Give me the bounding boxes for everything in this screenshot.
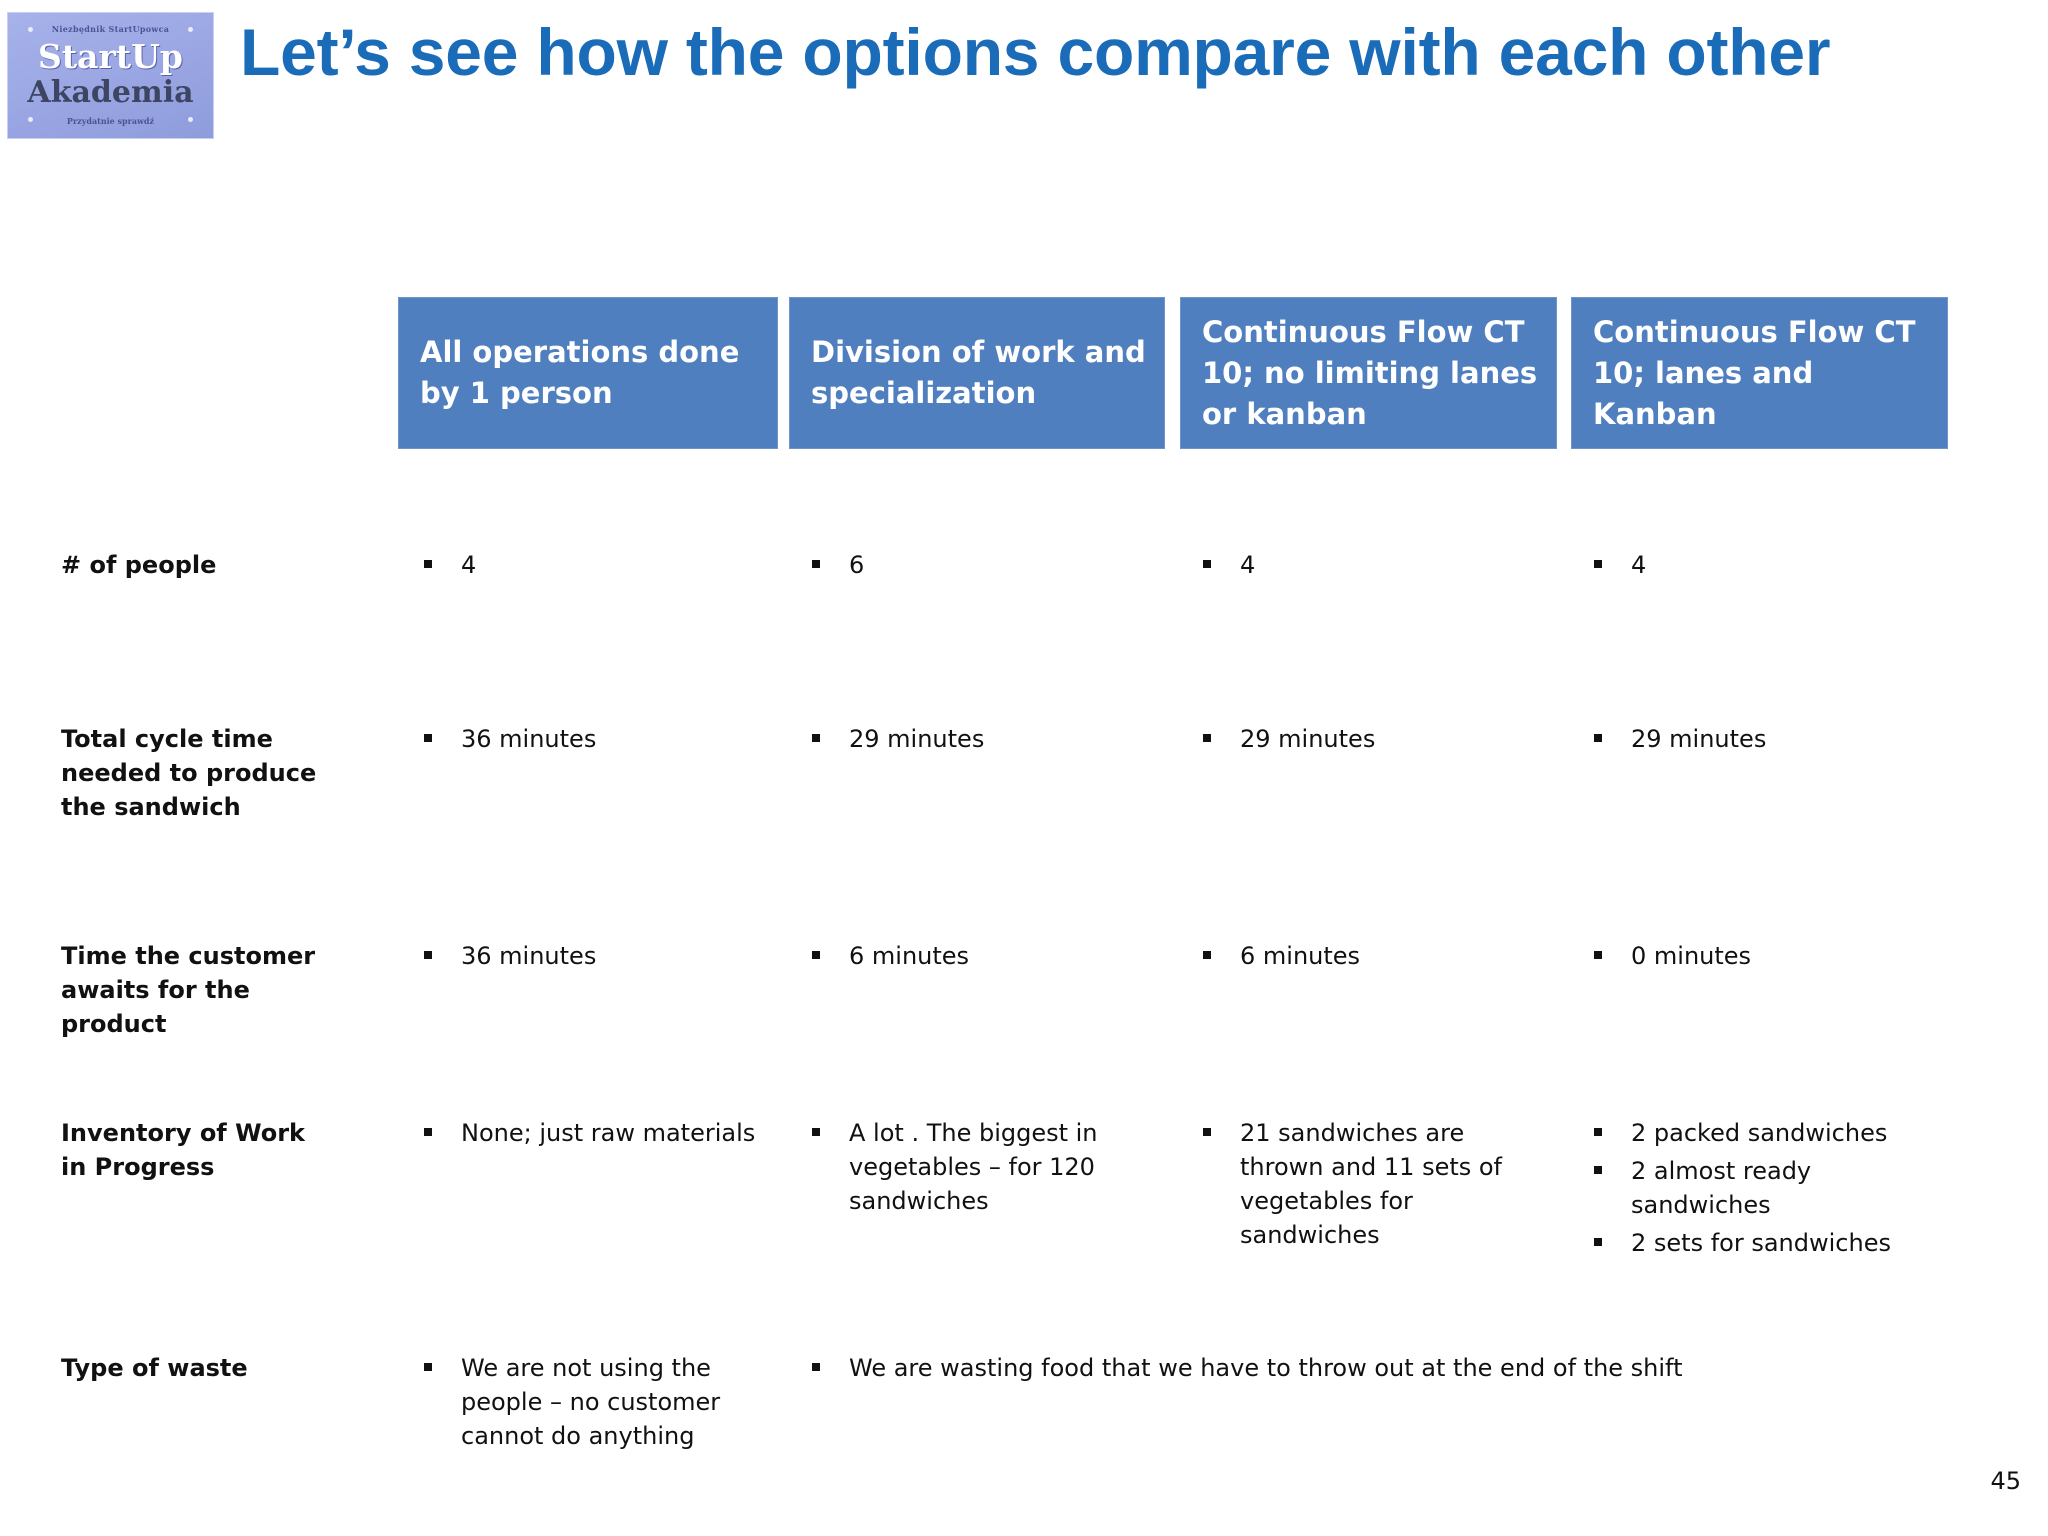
list-item: 29 minutes	[1203, 722, 1553, 756]
list-item: 21 sandwiches are thrown and 11 sets of vegetables for sandwiches	[1203, 1116, 1533, 1252]
cell-wait-col4	[1594, 939, 1944, 977]
row-label-people: # of people	[61, 551, 217, 579]
cell-wait-col3	[1203, 939, 1553, 977]
list-item: 2 packed sandwiches	[1594, 1116, 1934, 1150]
list-item: 36 minutes	[424, 939, 774, 973]
list-item: 0 minutes	[1594, 939, 1944, 973]
slide-title: Let’s see how the options compare with each other	[240, 15, 1831, 89]
row-label-customer-wait: Time the customer awaits for the product	[61, 942, 316, 1038]
column-header-one-person	[398, 297, 778, 449]
list-item: 6 minutes	[812, 939, 1162, 973]
cell-cycle-col4	[1594, 722, 1944, 760]
column-header-continuous-flow-kanban	[1571, 297, 1948, 449]
logo-line2: Akademia	[27, 75, 194, 110]
row-label-total-cycle-time: Total cycle time needed to produce the sandwich	[61, 725, 317, 821]
cell-inventory-col4	[1594, 1116, 1934, 1264]
list-item: We are wasting food that we have to throw out at the end of the shift	[812, 1351, 1932, 1385]
logo-line1: StartUp	[38, 37, 183, 76]
list-item: 4	[1203, 548, 1553, 582]
column-header-text: All operations done by 1 person	[420, 335, 740, 410]
column-header-text: Continuous Flow CT 10; no limiting lanes or kanban	[1202, 314, 1538, 431]
column-header-division-of-work	[789, 297, 1165, 449]
cell-people-col4	[1594, 548, 1944, 586]
column-header-text: Division of work and specialization	[811, 335, 1146, 410]
startup-akademia-logo	[8, 13, 213, 138]
list-item: We are not using the people – no customer cannot do anything	[424, 1351, 744, 1453]
list-item: 29 minutes	[1594, 722, 1944, 756]
list-item: None; just raw materials	[424, 1116, 774, 1150]
cell-cycle-col2	[812, 722, 1162, 760]
column-header-continuous-flow-no-kanban	[1180, 297, 1557, 449]
row-label-type-of-waste: Type of waste	[61, 1354, 248, 1382]
cell-waste-col1	[424, 1351, 744, 1457]
cell-people-col1	[424, 548, 774, 586]
cell-cycle-col1	[424, 722, 774, 760]
list-item: 4	[1594, 548, 1944, 582]
cell-inventory-col1	[424, 1116, 774, 1154]
cell-wait-col2	[812, 939, 1162, 977]
list-item: 2 sets for sandwiches	[1594, 1226, 1934, 1260]
list-item: 6	[812, 548, 1162, 582]
cell-wait-col1	[424, 939, 774, 977]
list-item: 36 minutes	[424, 722, 774, 756]
cell-inventory-col3	[1203, 1116, 1533, 1256]
cell-people-col2	[812, 548, 1162, 586]
cell-waste-col2-4	[812, 1351, 1932, 1389]
column-header-text: Continuous Flow CT 10; lanes and Kanban	[1593, 314, 1916, 431]
list-item: 2 almost ready sandwiches	[1594, 1154, 1934, 1222]
row-label-inventory-wip: Inventory of Work in Progress	[61, 1119, 306, 1181]
list-item: 6 minutes	[1203, 939, 1553, 973]
logo-top-text: Niezbędnik StartUpowca	[51, 24, 170, 34]
page-number: 45	[1990, 1467, 2021, 1495]
cell-people-col3	[1203, 548, 1553, 586]
logo-bottom-text: Przydatnie sprawdź	[66, 116, 155, 126]
cell-cycle-col3	[1203, 722, 1553, 760]
list-item: A lot . The biggest in vegetables – for 120 sandwiches	[812, 1116, 1132, 1218]
list-item: 4	[424, 548, 774, 582]
cell-inventory-col2	[812, 1116, 1132, 1222]
list-item: 29 minutes	[812, 722, 1162, 756]
